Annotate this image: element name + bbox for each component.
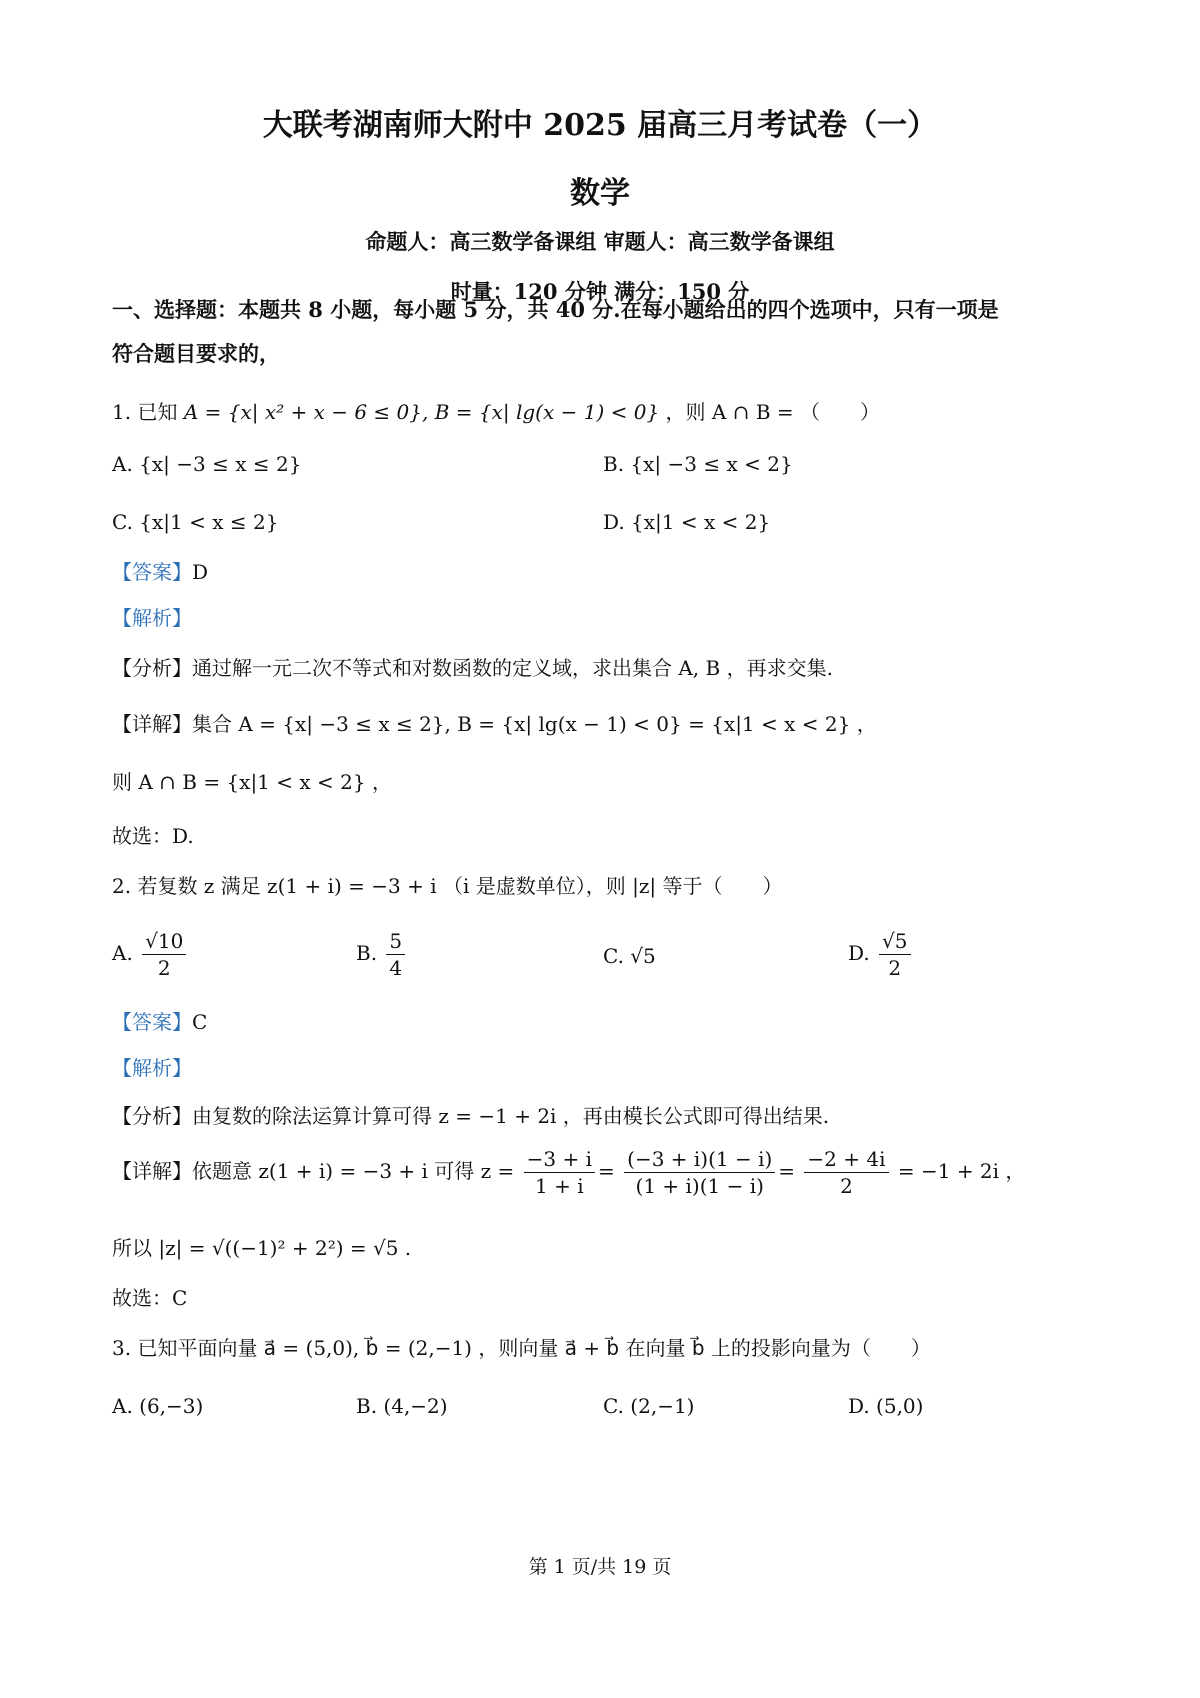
q2-stem: 2. 若复数 z 满足 z(1 + i) = −3 + i （i 是虚数单位），则 |z| 等于（ ）	[112, 874, 783, 898]
detail-text: 集合 A = {x| −3 ≤ x ≤ 2}, B = {x| lg(x − 1) < 0} = {x|1 < x < 2} ，	[192, 712, 877, 736]
q1-jiexi-tag: 【解析】	[112, 606, 192, 630]
analysis-tag: 【分析】	[112, 1104, 192, 1128]
q2-choose: 故选：C	[112, 1286, 188, 1310]
q2-option-a	[112, 928, 189, 981]
q1-option-a: A. {x| −3 ≤ x ≤ 2}	[112, 452, 302, 476]
section-heading: 一、选择题：本题共 8 小题，每小题 5 分，共 40 分.在每小题给出的四个选项中，只有一项是	[112, 297, 999, 322]
detail-pre: 依题意 z(1 + i) = −3 + i 可得 z =	[192, 1159, 515, 1183]
analysis-text: 由复数的除法运算计算可得 z = −1 + 2i ，再由模长公式即可得出结果.	[192, 1104, 830, 1128]
q1-answer	[112, 558, 208, 586]
detail-tag: 【详解】	[112, 1159, 192, 1183]
answer-tag: 【答案】	[112, 560, 192, 584]
q1-detail-2: 则 A ∩ B = {x|1 < x < 2} ，	[112, 770, 392, 794]
q2-option-d-denominator: 2	[888, 956, 902, 980]
q2-jiexi-tag: 【解析】	[112, 1056, 192, 1080]
q1-stem-math: A = {x| x² + x − 6 ≤ 0}, B = {x| lg(x − 1) < 0}	[183, 400, 660, 424]
detail-tag: 【详解】	[112, 712, 192, 736]
q2-option-b-numerator: 5	[386, 928, 405, 955]
q1-option-b: B. {x| −3 ≤ x < 2}	[603, 452, 793, 476]
q3-option-c: C. (2,−1)	[603, 1394, 695, 1418]
authors-line: 命题人：高三数学备课组 审题人：高三数学备课组	[365, 229, 835, 254]
q1-stem	[112, 398, 880, 426]
q2-detail: 【详解】依题意 z(1 + i) = −3 + i 可得 z = $\frac{-3 + i}{1 + i}$ = $\frac{(-3 + i)(1 - i)}{(1 + i)(1 - i)}$ = $\frac{-2 + 4i}{2}$ = −1 + 2i ，	[112, 1147, 1026, 1198]
q2-option-a-denominator: 2	[157, 956, 171, 980]
q2-option-b-denominator: 4	[389, 956, 403, 980]
q2-option-d	[848, 928, 914, 981]
fraction-2-numerator: (−3 + i)(1 − i)	[624, 1146, 775, 1173]
detail-fraction-3	[804, 1146, 888, 1199]
fraction-3-denominator: 2	[840, 1174, 853, 1198]
section-heading-cont: 符合题目要求的，	[112, 341, 280, 366]
q2-option-d-label: D.	[848, 941, 870, 965]
answer-value: D	[192, 560, 209, 584]
detail-tail: = −1 + 2i ，	[897, 1159, 1026, 1183]
q1-option-d: D. {x|1 < x < 2}	[603, 510, 771, 534]
q2-analysis	[112, 1102, 829, 1130]
q3-stem: 3. 已知平面向量 a⃗ = (5,0), b⃗ = (2,−1) ，则向量 a⃗ + b⃗ 在向量 b⃗ 上的投影向量为（ ）	[112, 1336, 931, 1360]
q2-option-d-numerator: √5	[879, 928, 910, 955]
analysis-text: 通过解一元二次不等式和对数函数的定义域，求出集合 A, B ，再求交集.	[192, 656, 833, 680]
analysis-tag: 【分析】	[112, 656, 192, 680]
exam-title: 大联考湖南师大附中 2025 届高三月考试卷（一）	[262, 108, 938, 143]
fraction-3-numerator: −2 + 4i	[804, 1146, 888, 1173]
subject-title: 数学	[570, 176, 630, 211]
q2-option-c: C. √5	[603, 944, 656, 968]
q2-option-b-fraction	[386, 928, 405, 981]
detail-fraction-1	[524, 1146, 595, 1199]
q2-option-a-label: A.	[112, 941, 133, 965]
q1-option-c: C. {x|1 < x ≤ 2}	[112, 510, 279, 534]
fraction-2-denominator: (1 + i)(1 − i)	[635, 1174, 764, 1198]
page-footer: 第 1 页/共 19 页	[528, 1556, 672, 1578]
q1-analysis	[112, 654, 833, 682]
time-score-line: 时量：120 分钟 满分：150 分	[450, 279, 750, 304]
fraction-1-denominator: 1 + i	[535, 1174, 584, 1198]
answer-value: C	[192, 1010, 208, 1034]
q3-option-b: B. (4,−2)	[356, 1394, 448, 1418]
q1-detail	[112, 710, 877, 738]
q2-modulus: 所以 |z| = √((−1)² + 2²) = √5 .	[112, 1236, 412, 1260]
q1-number: 1. 已知	[112, 400, 178, 424]
q3-option-d: D. (5,0)	[848, 1394, 924, 1418]
q2-option-b	[356, 928, 408, 981]
q2-answer	[112, 1008, 207, 1036]
q2-option-a-numerator: √10	[142, 928, 186, 955]
fraction-1-numerator: −3 + i	[524, 1146, 595, 1173]
q2-option-a-fraction	[142, 928, 186, 981]
answer-tag: 【答案】	[112, 1010, 192, 1034]
q2-option-d-fraction	[879, 928, 910, 981]
q3-option-a: A. (6,−3)	[112, 1394, 204, 1418]
q2-option-b-label: B.	[356, 941, 378, 965]
detail-fraction-2	[624, 1146, 775, 1199]
q1-stem-tail: ，则 A ∩ B = （ ）	[665, 400, 880, 424]
q1-choose: 故选：D.	[112, 824, 194, 848]
